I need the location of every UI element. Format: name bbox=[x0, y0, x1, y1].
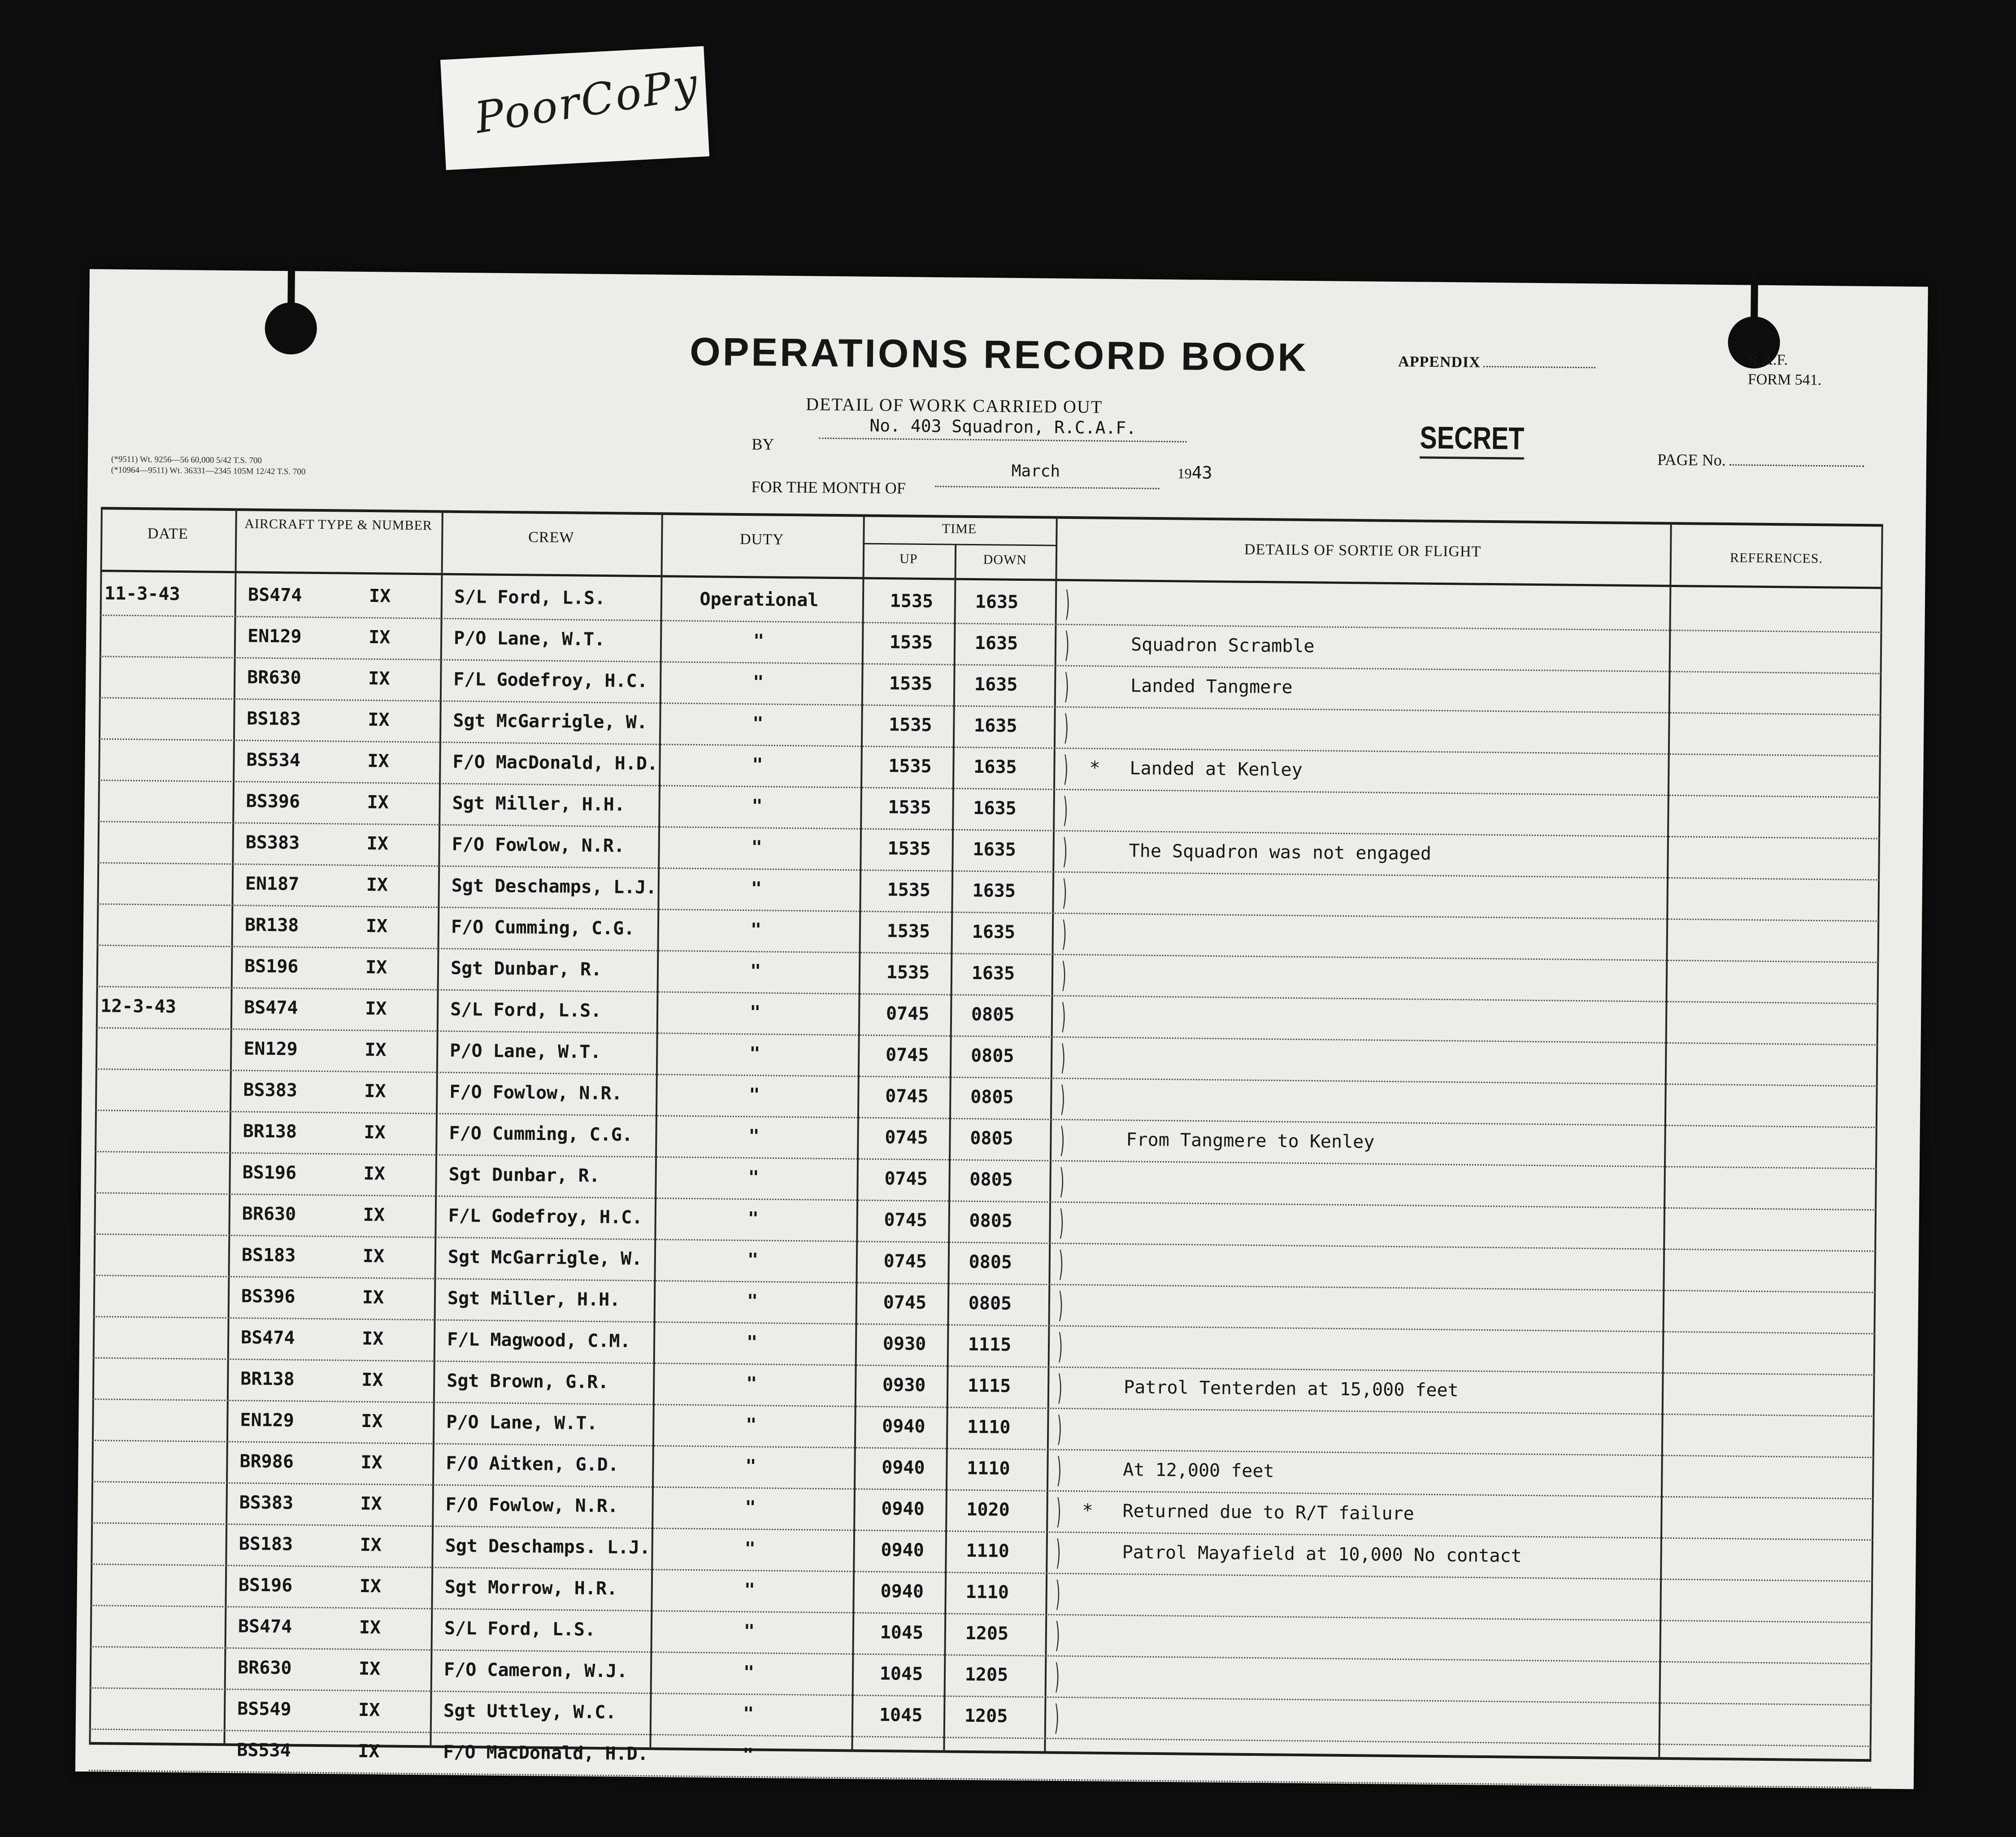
row-duty: " bbox=[743, 1662, 755, 1683]
row-bracket: ) bbox=[1053, 1656, 1061, 1696]
row-aircraft: BS196 bbox=[242, 1162, 297, 1184]
header-up: UP bbox=[899, 551, 918, 566]
row-time-up: 0940 bbox=[882, 1416, 925, 1437]
row-time-up: 0940 bbox=[880, 1581, 924, 1602]
row-aircraft: EN129 bbox=[240, 1410, 295, 1431]
time-split-rule bbox=[863, 543, 1056, 546]
row-aircraft: BS474 bbox=[248, 584, 302, 606]
row-time-down bbox=[945, 1746, 1026, 1747]
row-time-up: 1535 bbox=[889, 673, 933, 695]
row-crew: Sgt Dunbar, R. bbox=[450, 958, 602, 980]
row-aircraft: BS474 bbox=[238, 1616, 292, 1637]
row-bracket: ) bbox=[1053, 1697, 1061, 1737]
row-time-down: 1110 bbox=[966, 1540, 1010, 1562]
page-no-label: PAGE No. bbox=[1657, 450, 1726, 470]
row-time-up: 1535 bbox=[889, 632, 933, 653]
row-time-down: 1635 bbox=[973, 797, 1017, 819]
row-crew: Sgt McGarrigle, W. bbox=[453, 710, 648, 733]
row-crew: F/O Cameron, W.J. bbox=[443, 1659, 628, 1682]
squadron-name: No. 403 Squadron, R.C.A.F. bbox=[819, 415, 1186, 443]
row-crew: F/L Magwood, C.M. bbox=[447, 1329, 631, 1352]
row-mark: IX bbox=[365, 957, 387, 978]
row-bracket: ) bbox=[1060, 913, 1069, 954]
row-crew: Sgt Deschamps. L.J. bbox=[445, 1535, 651, 1558]
row-duty: " bbox=[753, 631, 765, 652]
row-mark: IX bbox=[359, 1576, 382, 1597]
row-duty: " bbox=[742, 1745, 754, 1766]
row-time-down: 0805 bbox=[971, 1004, 1015, 1025]
row-bracket: ) bbox=[1057, 1284, 1065, 1325]
row-bracket: ) bbox=[1054, 1615, 1062, 1655]
row-asterisk: * bbox=[1089, 757, 1100, 779]
row-time-down: 1635 bbox=[974, 632, 1018, 654]
row-aircraft: BS396 bbox=[241, 1286, 295, 1307]
row-duty: " bbox=[746, 1415, 757, 1436]
row-bracket: ) bbox=[1063, 624, 1071, 665]
appendix-label: APPENDIX bbox=[1398, 353, 1481, 371]
row-mark: IX bbox=[366, 874, 388, 896]
row-bracket: ) bbox=[1056, 1367, 1064, 1407]
row-duty: " bbox=[743, 1703, 754, 1724]
row-time-up: 0745 bbox=[884, 1168, 928, 1190]
row-details: At 12,000 feet bbox=[1123, 1459, 1274, 1482]
row-crew: F/O Cumming, C.G. bbox=[451, 916, 635, 939]
row-crew: F/O Fowlow, N.R. bbox=[449, 1081, 622, 1104]
row-time-down: 0805 bbox=[969, 1169, 1013, 1190]
row-duty: " bbox=[752, 754, 763, 775]
row-time-up: 1045 bbox=[880, 1622, 924, 1643]
row-bracket: ) bbox=[1055, 1491, 1063, 1531]
row-mark: IX bbox=[358, 1699, 380, 1721]
row-time-down: 1205 bbox=[964, 1705, 1008, 1727]
row-time-down: 1115 bbox=[968, 1334, 1012, 1355]
row-aircraft: BS196 bbox=[238, 1575, 293, 1596]
row-time-down: 1635 bbox=[972, 880, 1016, 901]
row-crew: S/L Ford, L.S. bbox=[454, 586, 606, 609]
row-time-down: 1020 bbox=[966, 1499, 1010, 1520]
header-time: TIME bbox=[942, 521, 977, 537]
row-bracket: ) bbox=[1062, 789, 1069, 830]
row-crew: Sgt Morrow, H.R. bbox=[444, 1576, 618, 1599]
row-details: Landed Tangmere bbox=[1130, 675, 1293, 698]
record-sheet bbox=[75, 269, 1928, 1789]
form-id-line-1: R.A.F. bbox=[1748, 351, 1788, 369]
row-time-up: 1535 bbox=[887, 879, 931, 901]
row-bracket: ) bbox=[1062, 707, 1070, 748]
row-time-down: 1110 bbox=[967, 1458, 1010, 1479]
row-bracket: ) bbox=[1064, 583, 1072, 624]
row-aircraft: BR630 bbox=[247, 667, 301, 688]
row-bracket: ) bbox=[1060, 954, 1068, 995]
row-duty: " bbox=[752, 796, 763, 817]
row-crew: Sgt Brown, G.R. bbox=[447, 1370, 609, 1393]
row-mark: IX bbox=[361, 1369, 383, 1391]
month-line bbox=[935, 486, 1159, 489]
row-crew: F/O Fowlow, N.R. bbox=[445, 1494, 619, 1517]
row-bracket: ) bbox=[1059, 1037, 1067, 1077]
header-duty: DUTY bbox=[739, 531, 784, 548]
row-duty: " bbox=[747, 1249, 759, 1271]
row-crew: S/L Ford, L.S. bbox=[450, 999, 602, 1022]
row-crew: F/O MacDonald, H.D. bbox=[452, 751, 658, 775]
row-aircraft: BS183 bbox=[247, 708, 301, 730]
row-bracket: ) bbox=[1058, 1202, 1066, 1242]
row-crew: F/L Godefroy, H.C. bbox=[448, 1205, 643, 1228]
row-crew: Sgt Deschamps, L.J. bbox=[451, 875, 657, 898]
row-mark: IX bbox=[360, 1493, 382, 1515]
month-value: March bbox=[1011, 461, 1060, 481]
row-aircraft: BS549 bbox=[237, 1698, 291, 1720]
row-crew: Sgt Miller, H.H. bbox=[447, 1288, 621, 1310]
row-time-up: 0930 bbox=[882, 1333, 926, 1355]
row-duty: " bbox=[750, 961, 761, 982]
note-text: PoorCoPy bbox=[471, 58, 703, 144]
row-time-up: 0940 bbox=[882, 1457, 925, 1479]
row-crew: F/O Cumming, C.G. bbox=[449, 1123, 633, 1145]
row-duty: " bbox=[749, 1084, 760, 1106]
row-date: 12-3-43 bbox=[100, 996, 177, 1017]
row-asterisk: * bbox=[1082, 1500, 1093, 1521]
row-mark: IX bbox=[367, 750, 389, 772]
row-duty: " bbox=[752, 713, 764, 734]
year-prefix: 19 bbox=[1177, 465, 1192, 482]
row-crew: S/L Ford, L.S. bbox=[444, 1618, 596, 1640]
row-bracket: ) bbox=[1059, 1119, 1066, 1160]
punch-hole-left bbox=[265, 302, 317, 355]
row-bracket: ) bbox=[1061, 831, 1069, 871]
form-subtitle: DETAIL OF WORK CARRIED OUT bbox=[805, 394, 1103, 417]
page-no-line bbox=[1729, 464, 1864, 467]
row-mark: IX bbox=[365, 998, 387, 1019]
year-value bbox=[1177, 462, 1212, 483]
row-details: From Tangmere to Kenley bbox=[1126, 1129, 1375, 1153]
row-time-up: 0745 bbox=[885, 1127, 928, 1149]
record-table bbox=[89, 507, 1883, 1766]
row-aircraft: BR630 bbox=[242, 1203, 296, 1225]
row-time-up: 0745 bbox=[883, 1292, 927, 1314]
row-time-up bbox=[860, 1746, 941, 1747]
row-time-down: 1635 bbox=[973, 839, 1017, 860]
row-time-down: 1635 bbox=[973, 756, 1017, 778]
row-duty: " bbox=[743, 1621, 755, 1642]
header-date: DATE bbox=[147, 525, 188, 543]
row-details: Patrol Mayafield at 10,000 No contact bbox=[1122, 1542, 1522, 1567]
row-bracket: ) bbox=[1059, 1078, 1067, 1119]
row-time-down: 1205 bbox=[965, 1623, 1009, 1644]
print-code-line-1: (*9511) Wt. 9256—56 60,000 5/42 T.S. 700 bbox=[111, 454, 262, 466]
row-time-down: 1115 bbox=[967, 1375, 1011, 1397]
row-crew: Sgt Uttley, W.C. bbox=[443, 1700, 617, 1723]
row-duty: " bbox=[751, 837, 762, 858]
row-crew: F/O Aitken, G.D. bbox=[446, 1453, 619, 1476]
row-aircraft: EN129 bbox=[243, 1038, 298, 1060]
row-time-down: 0805 bbox=[969, 1251, 1012, 1273]
row-time-up: 0930 bbox=[882, 1375, 926, 1396]
row-time-down: 1110 bbox=[965, 1581, 1009, 1603]
row-mark: IX bbox=[365, 1039, 387, 1061]
row-duty: " bbox=[747, 1291, 758, 1312]
row-time-down: 1635 bbox=[972, 921, 1016, 943]
row-time-down: 0805 bbox=[970, 1086, 1014, 1108]
row-time-down: 1635 bbox=[973, 715, 1017, 736]
row-time-up: 1535 bbox=[886, 962, 930, 984]
header-down: DOWN bbox=[983, 552, 1027, 568]
row-time-up: 1535 bbox=[888, 714, 932, 736]
header-crew: CREW bbox=[528, 529, 574, 546]
row-mark: IX bbox=[368, 710, 390, 731]
row-aircraft: BS183 bbox=[241, 1245, 296, 1266]
row-duty: " bbox=[752, 672, 764, 693]
row-details: The Squadron was not engaged bbox=[1129, 840, 1432, 864]
row-bracket: ) bbox=[1055, 1450, 1063, 1490]
row-duty: " bbox=[747, 1208, 759, 1229]
row-aircraft: BS534 bbox=[237, 1740, 291, 1761]
row-duty: " bbox=[744, 1580, 756, 1601]
row-time-down: 1205 bbox=[965, 1664, 1008, 1685]
row-aircraft: BS474 bbox=[243, 997, 298, 1019]
row-mark: IX bbox=[364, 1122, 386, 1143]
row-mark: IX bbox=[363, 1204, 385, 1226]
row-bracket: ) bbox=[1060, 996, 1068, 1036]
row-bracket: ) bbox=[1062, 748, 1070, 789]
row-time-down: 1635 bbox=[974, 674, 1018, 695]
row-duty: " bbox=[749, 1002, 761, 1023]
row-mark: IX bbox=[359, 1617, 381, 1638]
row-aircraft: BS183 bbox=[239, 1533, 293, 1555]
row-details: Returned due to R/T failure bbox=[1122, 1501, 1414, 1524]
row-aircraft: BS383 bbox=[239, 1492, 294, 1514]
row-mark: IX bbox=[360, 1534, 382, 1556]
row-aircraft: BR138 bbox=[240, 1368, 295, 1390]
row-time-down: 1635 bbox=[975, 591, 1019, 613]
row-duty: " bbox=[748, 1126, 760, 1147]
year-suffix: 43 bbox=[1191, 462, 1212, 483]
row-crew: Sgt Dunbar, R. bbox=[448, 1164, 600, 1187]
by-label: BY bbox=[752, 435, 774, 453]
print-code bbox=[111, 454, 306, 477]
print-code-line-2: (*10964—9511) Wt. 36331—2345 105M 12/42 T.S. 700 bbox=[111, 465, 306, 477]
row-crew: P/O Lane, W.T. bbox=[446, 1411, 598, 1434]
row-mark: IX bbox=[361, 1452, 382, 1473]
header-details: DETAILS OF SORTIE OR FLIGHT bbox=[1244, 541, 1482, 560]
row-duty: " bbox=[751, 878, 762, 899]
row-time-up: 0745 bbox=[885, 1086, 929, 1107]
row-duty: Operational bbox=[700, 589, 819, 611]
row-mark: IX bbox=[368, 668, 390, 689]
form-title: OPERATIONS RECORD BOOK bbox=[689, 329, 1309, 380]
row-crew: Sgt Miller, H.H. bbox=[452, 792, 626, 815]
row-mark: IX bbox=[365, 915, 388, 937]
row-bracket: ) bbox=[1063, 666, 1071, 706]
row-time-up: 1535 bbox=[886, 921, 930, 942]
row-aircraft: BR986 bbox=[239, 1451, 294, 1472]
row-crew: F/O MacDonald, H.D. bbox=[443, 1741, 649, 1765]
row-date: 11-3-43 bbox=[104, 583, 180, 605]
row-crew: P/O Lane, W.T. bbox=[450, 1040, 601, 1063]
row-aircraft: BS474 bbox=[240, 1327, 295, 1349]
row-duty: " bbox=[746, 1332, 758, 1353]
row-aircraft: EN129 bbox=[247, 626, 302, 647]
row-crew: F/O Fowlow, N.R. bbox=[452, 834, 625, 857]
row-crew: P/O Lane, W.T. bbox=[453, 627, 605, 650]
row-aircraft: EN187 bbox=[245, 873, 300, 895]
row-time-up: 1535 bbox=[887, 838, 931, 860]
row-bracket: ) bbox=[1056, 1408, 1064, 1449]
row-mark: IX bbox=[367, 792, 389, 813]
row-details: Landed at Kenley bbox=[1130, 758, 1303, 781]
row-bracket: ) bbox=[1056, 1326, 1064, 1366]
row-time-down: 0805 bbox=[970, 1045, 1014, 1067]
month-label: FOR THE MONTH OF bbox=[751, 478, 906, 497]
row-mark: IX bbox=[364, 1080, 386, 1102]
row-bracket: ) bbox=[1054, 1573, 1062, 1614]
row-aircraft: BR138 bbox=[243, 1121, 297, 1142]
row-crew: Sgt McGarrigle, W. bbox=[448, 1246, 643, 1269]
row-mark: IX bbox=[358, 1658, 381, 1680]
row-time-up: 1045 bbox=[879, 1663, 923, 1685]
row-time-down: 0805 bbox=[969, 1210, 1013, 1232]
row-time-up: 1535 bbox=[888, 797, 931, 818]
row-time-up: 0745 bbox=[885, 1045, 929, 1066]
row-aircraft: BR138 bbox=[244, 914, 299, 936]
row-bracket: ) bbox=[1055, 1532, 1063, 1572]
page-no-field bbox=[1657, 450, 1864, 471]
row-time-up: 1535 bbox=[888, 756, 932, 777]
row-time-down: 0805 bbox=[970, 1127, 1013, 1149]
row-mark: IX bbox=[361, 1328, 384, 1349]
form-id-line-2: FORM 541. bbox=[1747, 371, 1822, 389]
poor-copy-note bbox=[440, 46, 709, 170]
header-references: REFERENCES. bbox=[1729, 550, 1823, 566]
row-time-down: 1635 bbox=[971, 962, 1015, 984]
row-bracket: ) bbox=[1061, 872, 1069, 913]
row-details: Squadron Scramble bbox=[1130, 634, 1315, 657]
row-duty: " bbox=[745, 1456, 756, 1477]
row-aircraft: BS196 bbox=[244, 956, 299, 977]
row-mark: IX bbox=[362, 1245, 385, 1267]
row-time-down: 0805 bbox=[968, 1293, 1012, 1314]
secret-stamp: SECRET bbox=[1420, 418, 1525, 459]
row-bracket: ) bbox=[1058, 1161, 1066, 1201]
row-mark: IX bbox=[369, 586, 391, 607]
row-aircraft: BS396 bbox=[246, 791, 300, 812]
row-duty: " bbox=[748, 1167, 759, 1188]
row-aircraft: BS383 bbox=[243, 1080, 298, 1101]
row-time-up: 0940 bbox=[881, 1540, 925, 1561]
row-duty: " bbox=[750, 919, 762, 940]
row-time-up: 0745 bbox=[884, 1210, 928, 1231]
row-details: Patrol Tenterden at 15,000 feet bbox=[1123, 1377, 1459, 1401]
row-aircraft: BS383 bbox=[245, 832, 300, 853]
row-time-up: 0745 bbox=[883, 1251, 927, 1272]
row-aircraft: BR630 bbox=[237, 1657, 292, 1679]
row-crew: F/L Godefroy, H.C. bbox=[453, 669, 648, 692]
row-mark: IX bbox=[368, 627, 391, 648]
row-duty: " bbox=[745, 1497, 756, 1518]
row-time-up: 0940 bbox=[881, 1498, 925, 1519]
row-time-down: 1110 bbox=[967, 1416, 1011, 1438]
row-time-up: 1535 bbox=[890, 591, 934, 612]
row-bracket: ) bbox=[1057, 1243, 1065, 1284]
row-aircraft: BS534 bbox=[246, 749, 301, 771]
header-aircraft: AIRCRAFT TYPE & NUMBER bbox=[244, 516, 432, 533]
row-time-up: 0745 bbox=[886, 1003, 930, 1025]
row-time-up: 1045 bbox=[879, 1705, 923, 1726]
appendix-field bbox=[1398, 353, 1595, 372]
form-id bbox=[1748, 350, 1822, 391]
row-mark: IX bbox=[358, 1741, 380, 1762]
row-mark: IX bbox=[363, 1163, 386, 1184]
appendix-line bbox=[1483, 366, 1595, 368]
row-duty: " bbox=[749, 1043, 760, 1064]
row-mark: IX bbox=[366, 833, 389, 854]
row-duty: " bbox=[746, 1373, 757, 1394]
row-mark: IX bbox=[362, 1287, 384, 1308]
row-duty: " bbox=[744, 1538, 756, 1559]
row-mark: IX bbox=[361, 1410, 383, 1432]
